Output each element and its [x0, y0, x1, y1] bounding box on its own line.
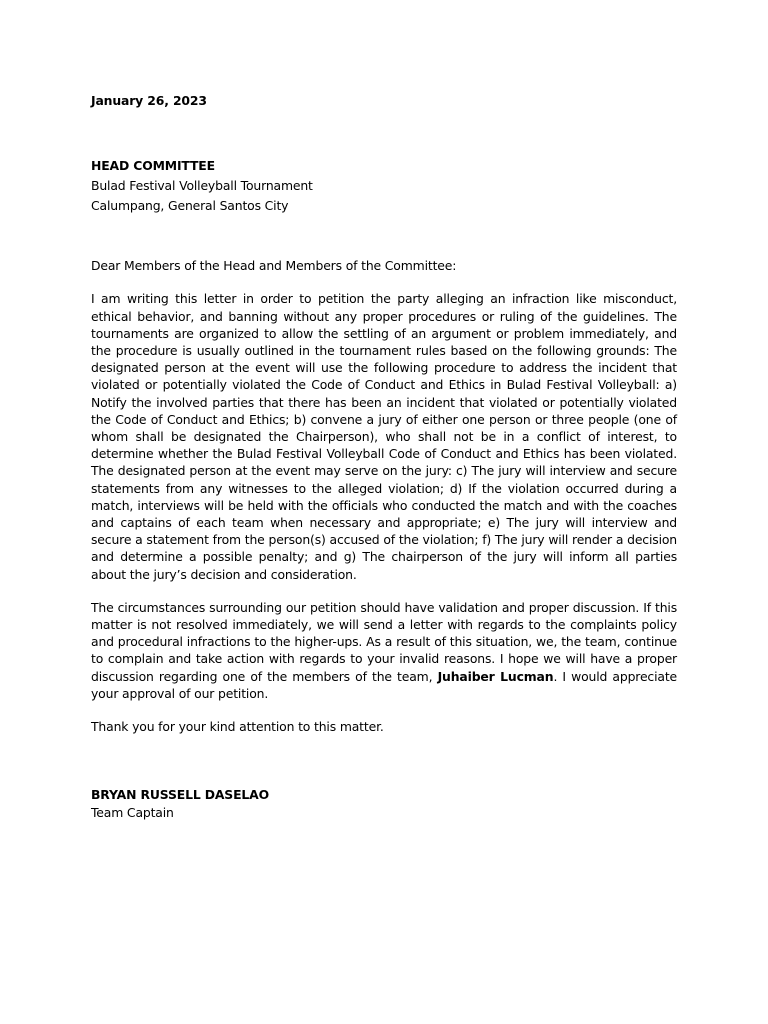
signatory-name: BRYAN RUSSELL DASELAO [91, 787, 269, 803]
salutation: Dear Members of the Head and Members of the Committee: [91, 258, 457, 274]
recipient-address: Calumpang, General Santos City [91, 198, 289, 214]
closing-line: Thank you for your kind attention to this matter. [91, 719, 384, 735]
recipient-block [91, 156, 677, 216]
paragraph-2-text-end: . I would appreciate your approval of our petition. [91, 668, 678, 701]
recipient-organization: Bulad Festival Volleyball Tournament [91, 178, 313, 194]
recipient-title: HEAD COMMITTEE [91, 158, 215, 174]
body-paragraph-1: I am writing this letter in order to petition the party alleging an infraction like misconduct, ethical behavior, and banning without any proper procedures or ruling of the guidelines. The tournaments are organized to allow the settling of an argument or problem immediately, and the procedure is usually outlined in the tournament rules based on the following grounds: The designated person at the event will use the following procedure to address the incident that violated or potentially violated the Code of Conduct and Ethics in Bulad Festival Volleyball: a) Notify the involved parties that there has been an incident that violated or potentially violated the Code of Conduct and Ethics; b) convene a jury of either one person or three people (one of whom shall be designated the Chairperson), who shall not be in a conflict of interest, to determine whether the Bulad Festival Volleyball Code of Conduct and Ethics has been violated. The designated person at the event may serve on the jury: c) The jury will interview and secure statements from any witnesses to the alleged violation; d) If the violation occurred during a match, interviews will be held with the officials who conducted the match and with the coaches and captains of each team when necessary and appropriate; e) The jury will interview and secure a statement from the person(s) accused of the violation; f) The jury will render a decision and determine a possible penalty; and g) The chairperson of the jury will inform all parties about the jury’s decision and consideration. [91, 291, 677, 582]
body-paragraph-2 [91, 599, 677, 702]
letter-document [91, 92, 677, 822]
paragraph-2-text-start: The circumstances surrounding our petition should have validation and proper discussion. If this matter is not resolved immediately, we will send a letter with regards to the complaints policy and procedural infractions to the higher-ups. As a result of this situation, we, the team, continue to complain and take action with regards to your invalid reasons. I hope we will have a proper discussion regarding one of the members of the team, [91, 599, 677, 684]
member-name: Juhaiber Lucman [437, 668, 554, 684]
signatory-role: Team Captain [91, 805, 174, 821]
letter-date: January 26, 2023 [91, 93, 207, 108]
signature-block [91, 786, 677, 822]
